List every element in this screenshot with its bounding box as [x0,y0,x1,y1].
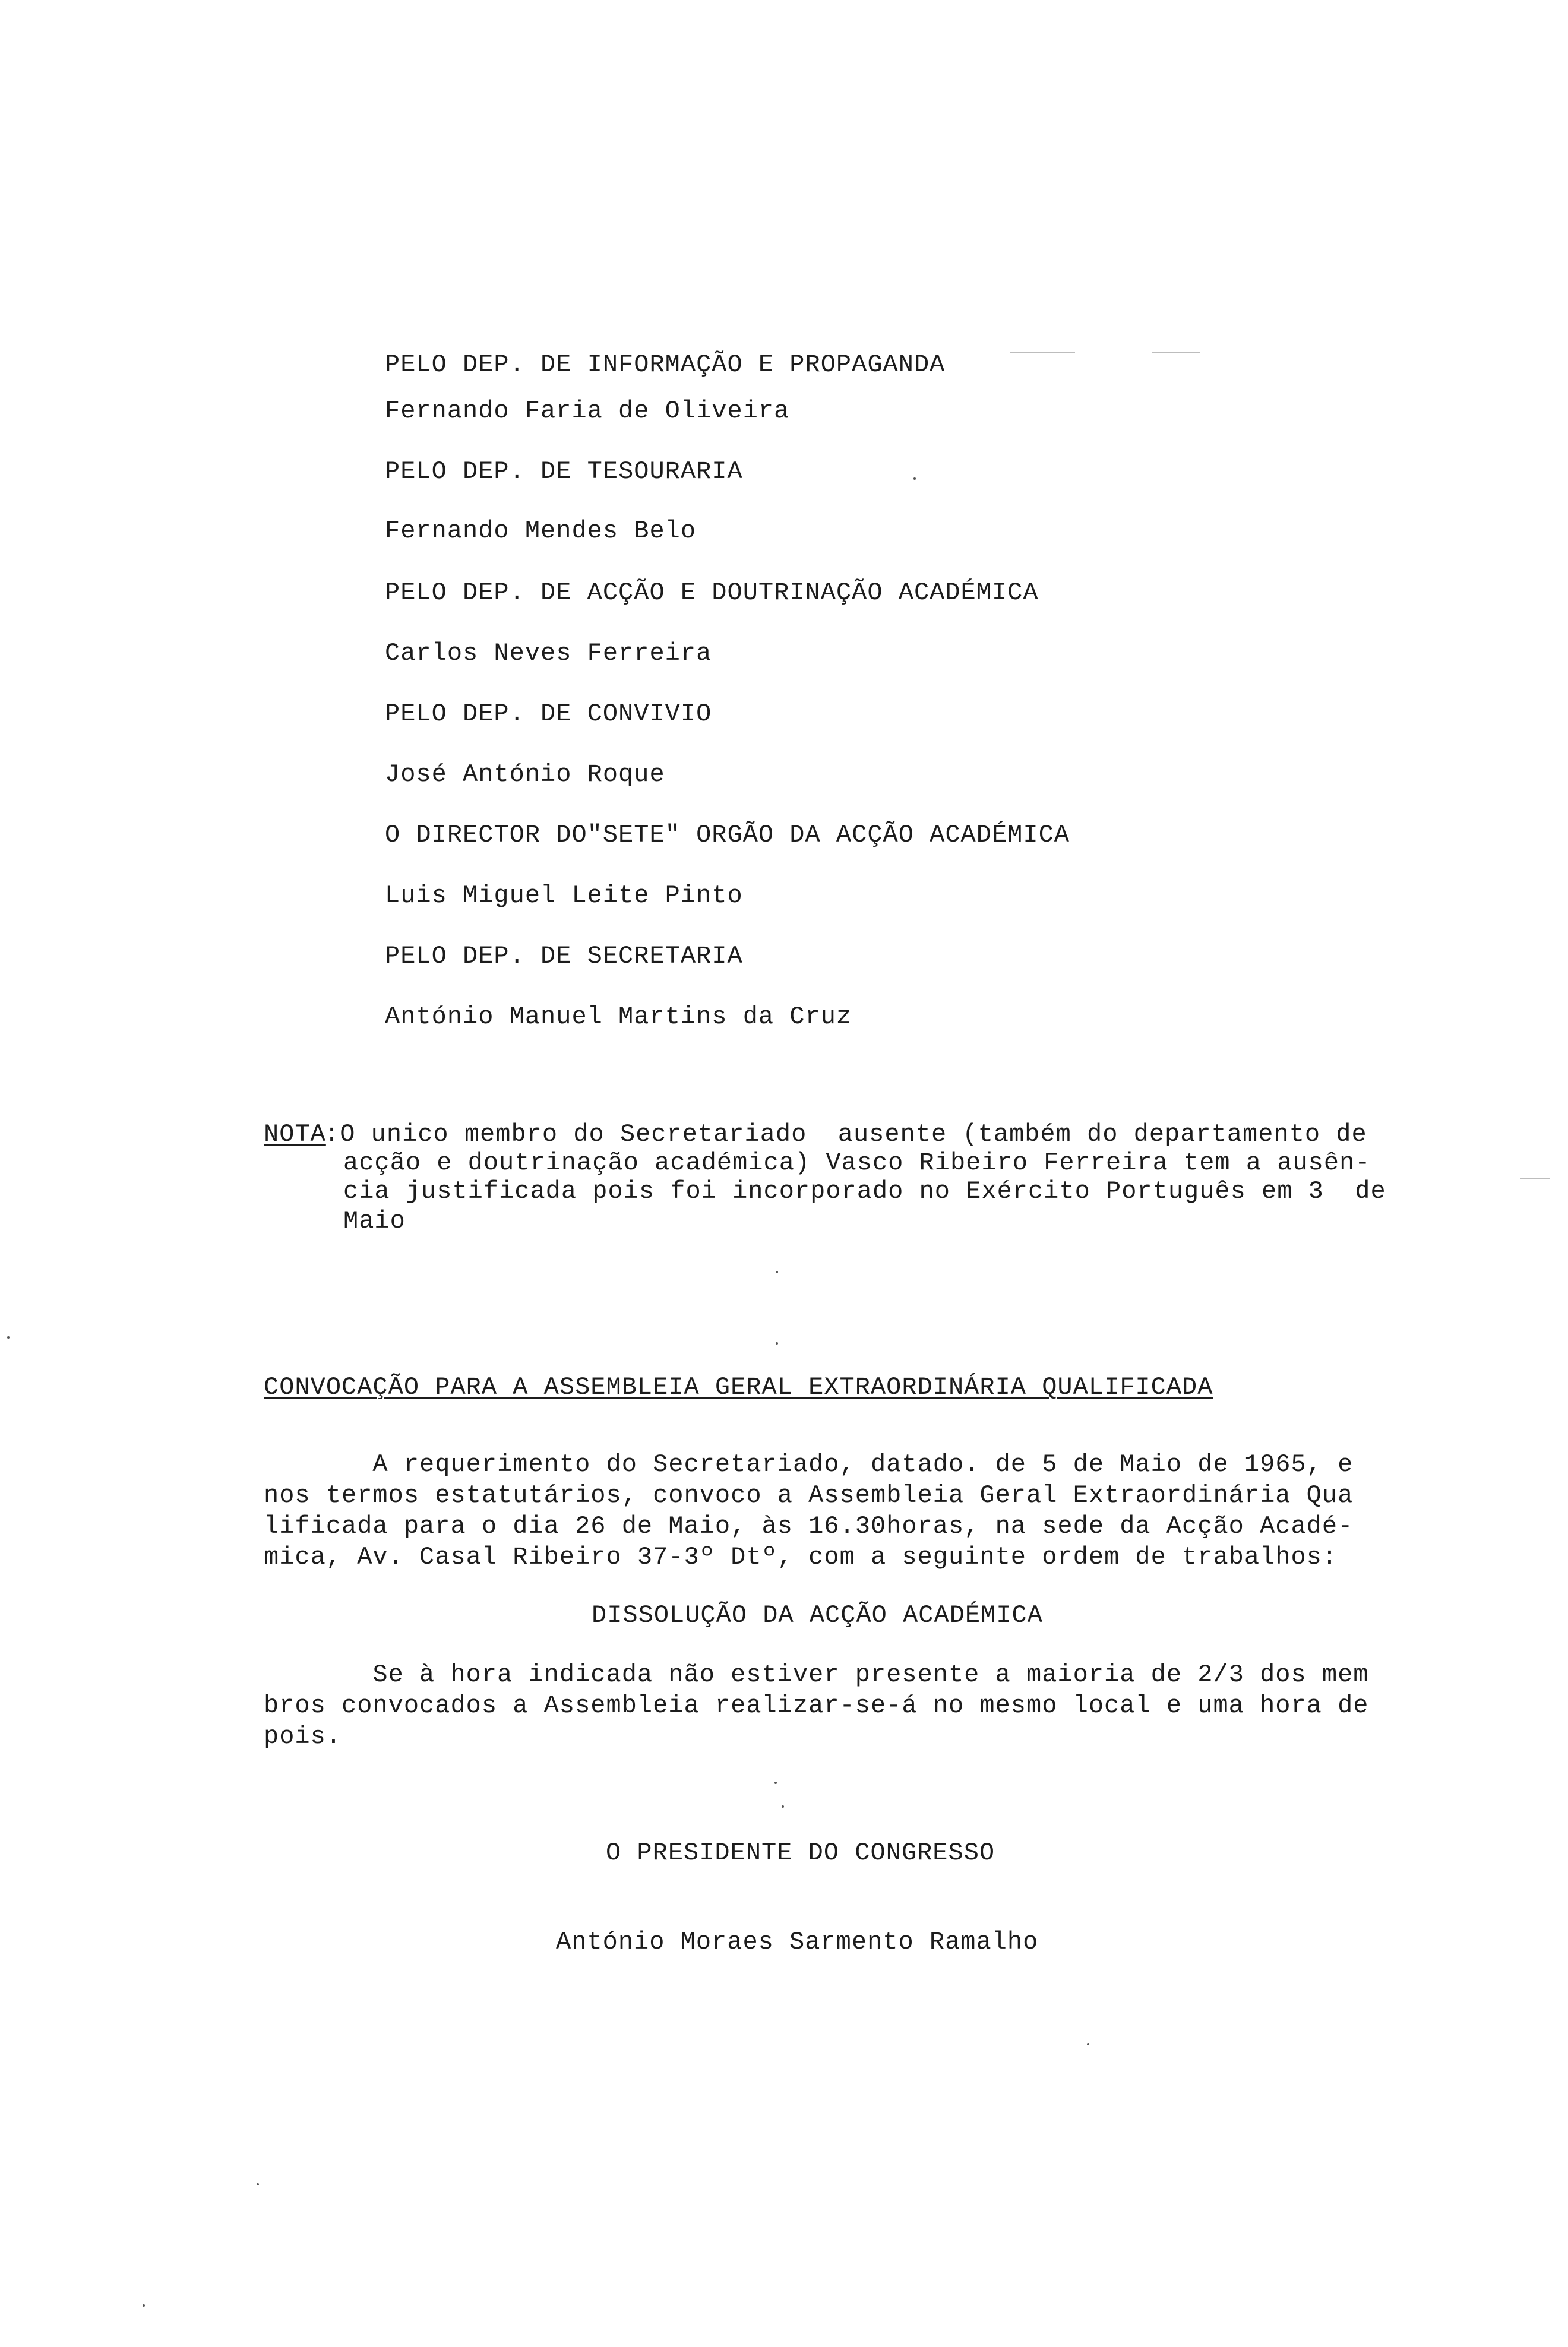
scan-speck [7,1336,10,1339]
closing-title: O PRESIDENTE DO CONGRESSO [606,1839,995,1867]
note-label: NOTA [264,1120,326,1149]
scan-speck [776,1342,778,1345]
quorum-paragraph-line-3: pois. [264,1722,342,1751]
scan-artifact [1520,1178,1550,1179]
scan-speck [143,2304,145,2307]
signatory-name-academic-action: Carlos Neves Ferreira [385,639,712,668]
signatory-name-convivio: José António Roque [385,760,665,789]
department-convivio: PELO DEP. DE CONVIVIO [385,700,712,728]
quorum-paragraph-line-1: Se à hora indicada não estiver presente a maioria de 2/3 dos mem [264,1660,1369,1689]
convocation-heading: CONVOCAÇÃO PARA A ASSEMBLEIA GERAL EXTRAORDINÁRIA QUALIFICADA [264,1373,1213,1402]
scan-speck [782,1805,784,1808]
department-academic-action: PELO DEP. DE ACÇÃO E DOUTRINAÇÃO ACADÉMICA [385,578,1039,607]
note-line-4: Maio [343,1207,406,1235]
department-secretary: PELO DEP. DE SECRETARIA [385,942,743,970]
convocation-paragraph-line-3: lificada para o dia 26 de Maio, às 16.30horas, na sede da Acção Acadé- [264,1512,1354,1541]
note-line-2: acção e doutrinação académica) Vasco Ribeiro Ferreira tem a ausên- [343,1149,1371,1177]
quorum-paragraph-line-2: bros convocados a Assembleia realizar-se-á no mesmo local e uma hora de [264,1691,1369,1720]
scan-artifact [1152,352,1200,353]
signatory-name-information: Fernando Faria de Oliveira [385,397,790,425]
scan-speck [776,1271,778,1273]
scan-speck [257,2183,259,2185]
signatory-name-secretary: António Manuel Martins da Cruz [385,1002,852,1031]
convocation-paragraph-line-4: mica, Av. Casal Ribeiro 37-3º Dtº, com a seguinte ordem de trabalhos: [264,1543,1338,1571]
closing-signatory-name: António Moraes Sarmento Ramalho [556,1928,1039,1956]
scan-speck [913,477,916,480]
scan-speck [1087,2043,1089,2045]
signatory-name-treasury: Fernando Mendes Belo [385,517,697,545]
convocation-paragraph-line-1: A requerimento do Secretariado, datado. de 5 de Maio de 1965, e [264,1450,1354,1479]
scan-artifact [1010,352,1075,353]
note-line-1: :O unico membro do Secretariado ausente (também do departamento de [324,1120,1367,1149]
note-line-3: cia justificada pois foi incorporado no Exército Português em 3 de [343,1177,1386,1206]
department-information: PELO DEP. DE INFORMAÇÃO E PROPAGANDA [385,350,946,379]
scan-speck [774,1782,777,1784]
department-treasury: PELO DEP. DE TESOURARIA [385,457,743,486]
convocation-paragraph-line-2: nos termos estatutários, convoco a Assembleia Geral Extraordinária Qua [264,1481,1354,1510]
agenda-item: DISSOLUÇÃO DA ACÇÃO ACADÉMICA [592,1601,1043,1630]
department-sete-director: O DIRECTOR DO"SETE" ORGÃO DA ACÇÃO ACADÉMICA [385,821,1070,849]
signatory-name-sete-director: Luis Miguel Leite Pinto [385,881,743,910]
